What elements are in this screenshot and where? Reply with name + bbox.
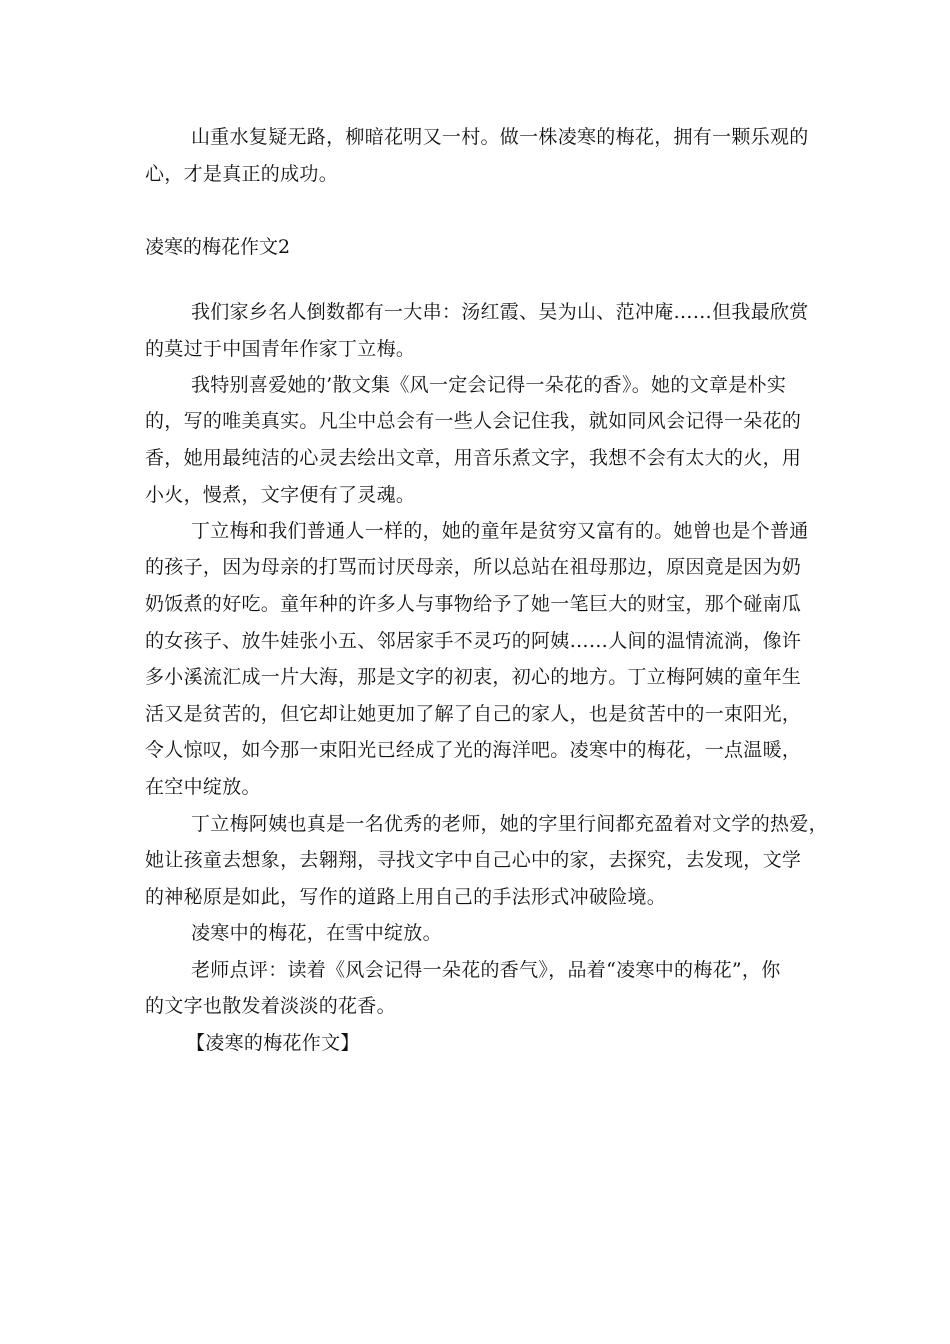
paragraph-line: 心，才是真正的成功。 — [145, 163, 339, 185]
paragraph-line: 我们家乡名人倒数都有一大串：汤红霞、吴为山、范冲庵……但我最欣赏 — [191, 301, 809, 323]
paragraph-line: 的孩子，因为母亲的打骂而讨厌母亲，所以总站在祖母那边，原因竟是因为奶 — [145, 556, 802, 578]
paragraph-line: 的莫过于中国青年作家丁立梅。 — [145, 338, 416, 360]
paragraph-line: 活又是贫苦的，但它却让她更加了解了自己的家人，也是贫苦中的一束阳光， — [145, 703, 802, 725]
paragraph-line: 的神秘原是如此，写作的道路上用自己的手法形式冲破险境。 — [145, 886, 667, 908]
paragraph-line: 她让孩童去想象，去翱翔，寻找文字中自己心中的家，去探究，去发现，文学 — [145, 849, 802, 871]
paragraph-line: 多小溪流汇成一片大海，那是文字的初衷，初心的地方。丁立梅阿姨的童年生 — [145, 666, 802, 688]
teacher-comment-line: 老师点评：读着《风会记得一朵花的香气》，品着“凌寒中的梅花”，你 — [191, 959, 781, 981]
paragraph-line: 丁立梅和我们普通人一样的，她的童年是贫穷又富有的。她曾也是个普通 — [191, 520, 809, 542]
paragraph-line: 我特别喜爱她的’散文集《风一定会记得一朵花的香》。她的文章是朴实 — [191, 374, 787, 396]
teacher-comment-line: 的文字也散发着淡淡的花香。 — [145, 995, 396, 1017]
essay-title: 凌寒的梅花作文2 — [145, 236, 291, 258]
paragraph-line: 山重水复疑无路，柳暗花明又一村。做一株凌寒的梅花，拥有一颗乐观的 — [191, 126, 809, 148]
paragraph-line: 的，写的唯美真实。凡尘中总会有一些人会记住我，就如同风会记得一朵花的 — [145, 410, 802, 432]
paragraph-line: 在空中绽放。 — [145, 776, 261, 798]
paragraph-line: 凌寒中的梅花，在雪中绽放。 — [191, 922, 442, 944]
paragraph-line: 香，她用最纯洁的心灵去绘出文章，用音乐煮文字，我想不会有太大的火，用 — [145, 447, 802, 469]
closing-label: 【凌寒的梅花作文】 — [186, 1032, 360, 1054]
paragraph-line: 的女孩子、放牛娃张小五、邻居家手不灵巧的阿姨……人间的温情流淌，像许 — [145, 630, 802, 652]
paragraph-line: 丁立梅阿姨也真是一名优秀的老师，她的字里行间都充盈着对文学的热爱， — [191, 813, 828, 835]
paragraph-line: 令人惊叹，如今那一束阳光已经成了光的海洋吧。凌寒中的梅花，一点温暖， — [145, 739, 802, 761]
paragraph-line: 小火，慢煮，文字便有了灵魂。 — [145, 484, 416, 506]
paragraph-line: 奶饭煮的好吃。童年种的许多人与事物给予了她一笔巨大的财宝，那个碰南瓜 — [145, 593, 802, 615]
